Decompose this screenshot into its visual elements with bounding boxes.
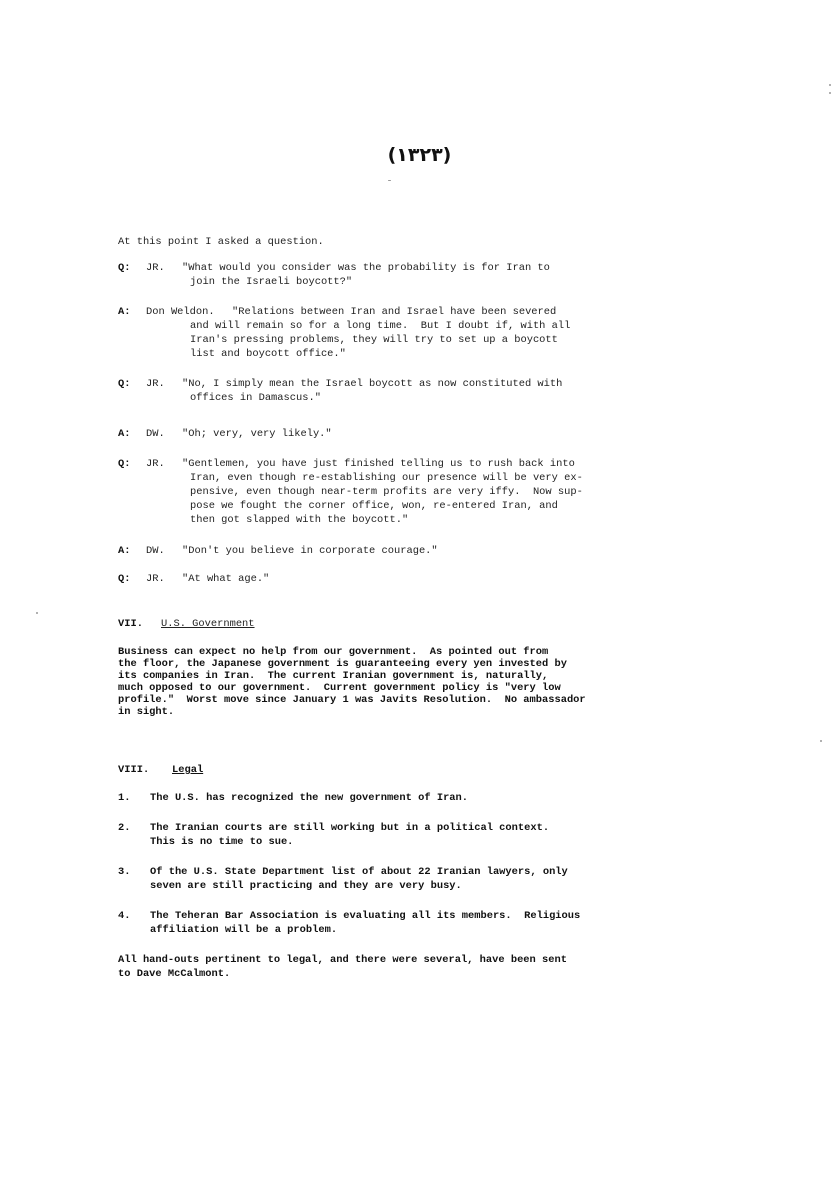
dialogue-role: A: [118,306,131,318]
dialogue-speaker: DW. [146,545,165,557]
section-numeral: VII. [118,618,143,630]
paragraph-line: much opposed to our government. Current government policy is "very low [118,682,561,694]
dialogue-line: pose we fought the corner office, won, re-entered Iran, and [190,500,558,512]
dialogue-line: "No, I simply mean the Israel boycott as now constituted with [182,378,563,390]
section-heading: Legal [172,764,204,776]
dialogue-line: pensive, even though near-term profits are very iffy. Now sup- [190,486,583,498]
intro-line: At this point I asked a question. [118,236,324,248]
paragraph-line: Business can expect no help from our government. As pointed out from [118,646,549,658]
list-line: The Iranian courts are still working but in a political context. [150,822,550,834]
list-number: 4. [118,910,131,922]
paragraph-line: its companies in Iran. The current Iranian government is, naturally, [118,670,549,682]
list-number: 3. [118,866,131,878]
dialogue-role: Q: [118,262,131,274]
dialogue-line: "Gentlemen, you have just finished telling us to rush back into [182,458,575,470]
dialogue-speaker: JR. [146,573,165,585]
dialogue-line: offices in Damascus." [190,392,321,404]
section-heading: U.S. Government [161,618,255,630]
dialogue-line: then got slapped with the boycott." [190,514,409,526]
dialogue-line: "Relations between Iran and Israel have been severed [232,306,557,318]
section-numeral: VIII. [118,764,150,776]
dialogue-line: join the Israeli boycott?" [190,276,353,288]
dialogue-speaker: JR. [146,378,165,390]
dialogue-line: "At what age." [182,573,270,585]
scan-speck [829,84,831,86]
dialogue-line: list and boycott office." [190,348,346,360]
dialogue-speaker: JR. [146,262,165,274]
dialogue-role: Q: [118,573,131,585]
dialogue-line: "Don't you believe in corporate courage." [182,545,438,557]
dialogue-line: "Oh; very, very likely." [182,428,332,440]
closing-line: to Dave McCalmont. [118,968,231,980]
dialogue-line: Iran, even though re-establishing our presence will be very ex- [190,472,583,484]
closing-line: All hand-outs pertinent to legal, and there were several, have been sent [118,954,567,966]
dialogue-role: Q: [118,378,131,390]
scan-speck [820,740,822,742]
dialogue-role: A: [118,545,131,557]
dialogue-role: A: [118,428,131,440]
dialogue-speaker: JR. [146,458,165,470]
list-line: The U.S. has recognized the new government of Iran. [150,792,469,804]
list-number: 1. [118,792,131,804]
paragraph-line: the floor, the Japanese government is guaranteeing every yen invested by [118,658,567,670]
list-line: seven are still practicing and they are very busy. [150,880,462,892]
list-line: Of the U.S. State Department list of about 22 Iranian lawyers, only [150,866,568,878]
dialogue-speaker: Don Weldon. [146,306,215,318]
list-line: affiliation will be a problem. [150,924,338,936]
list-line: This is no time to sue. [150,836,294,848]
dialogue-speaker: DW. [146,428,165,440]
dialogue-line: "What would you consider was the probability is for Iran to [182,262,550,274]
list-number: 2. [118,822,131,834]
dialogue-line: and will remain so for a long time. But I doubt if, with all [190,320,571,332]
dialogue-line: Iran's pressing problems, they will try to set up a boycott [190,334,558,346]
paragraph-line: in sight. [118,706,175,718]
page-number: (۱۳۲۳) [387,144,452,166]
scan-speck [36,612,38,614]
dialogue-role: Q: [118,458,131,470]
list-line: The Teheran Bar Association is evaluating all its members. Religious [150,910,581,922]
scan-speck [388,180,391,181]
paragraph-line: profile." Worst move since January 1 was Javits Resolution. No ambassador [118,694,586,706]
scan-speck [829,92,831,94]
